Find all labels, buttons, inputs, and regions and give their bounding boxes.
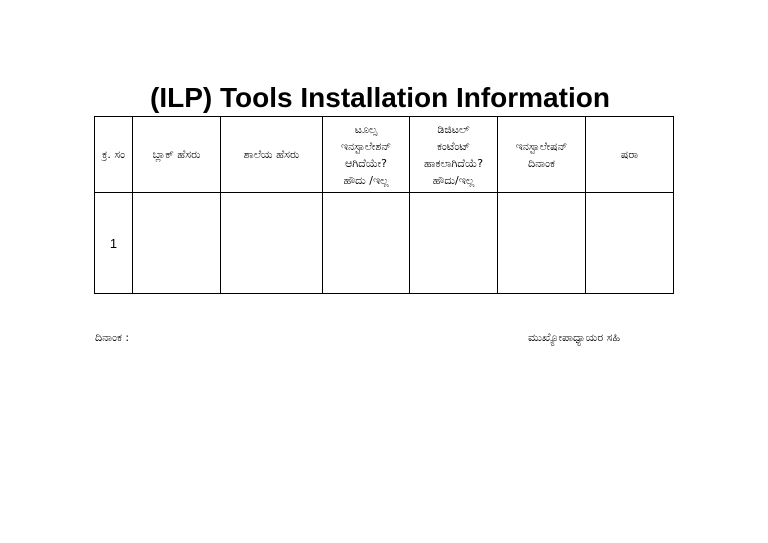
- cell-block-name: [133, 193, 221, 294]
- cell-digital-content: [410, 193, 498, 294]
- cell-remarks: [586, 193, 674, 294]
- header-serial-number: ಕ್ರ. ಸಂ: [95, 117, 133, 193]
- header-installation-date: ಇನಸ್ಟಾಲೇಷನ್ ದಿನಾಂಕ: [498, 117, 586, 193]
- cell-tools-installed: [323, 193, 410, 294]
- header-tools-installed: ಟೂಲ್ಸ ಇನಸ್ಟಾಲೇಶನ್ ಆಗಿದೆಯೇ? ಹೌದು /ಇಲ್ಲ: [323, 117, 410, 193]
- cell-installation-date: [498, 193, 586, 294]
- cell-school-name: [221, 193, 323, 294]
- header-remarks: ಷರಾ: [586, 117, 674, 193]
- header-digital-content: ಡಿಜಿಟಲ್ ಕಂಟೆಂಟ್ ಹಾಕಲಾಗಿದೆಯೆ? ಹೌದು/ಇಲ್ಲ: [410, 117, 498, 193]
- document-title: (ILP) Tools Installation Information: [150, 82, 610, 113]
- date-label: ದಿನಾಂಕ :: [95, 331, 130, 344]
- headmaster-signature-label: ಮುಖ್ಯೋಪಾಧ್ಯಾಯರ ಸಹಿ: [528, 331, 621, 344]
- cell-serial-number: 1: [95, 193, 133, 294]
- header-block-name: ಬ್ಲಾಕ್ ಹೆಸರು: [133, 117, 221, 193]
- tools-installation-table: [94, 116, 674, 294]
- table-row: [95, 193, 674, 294]
- table-header-row: [95, 117, 674, 193]
- header-school-name: ಶಾಲೆಯ ಹೆಸರು: [221, 117, 323, 193]
